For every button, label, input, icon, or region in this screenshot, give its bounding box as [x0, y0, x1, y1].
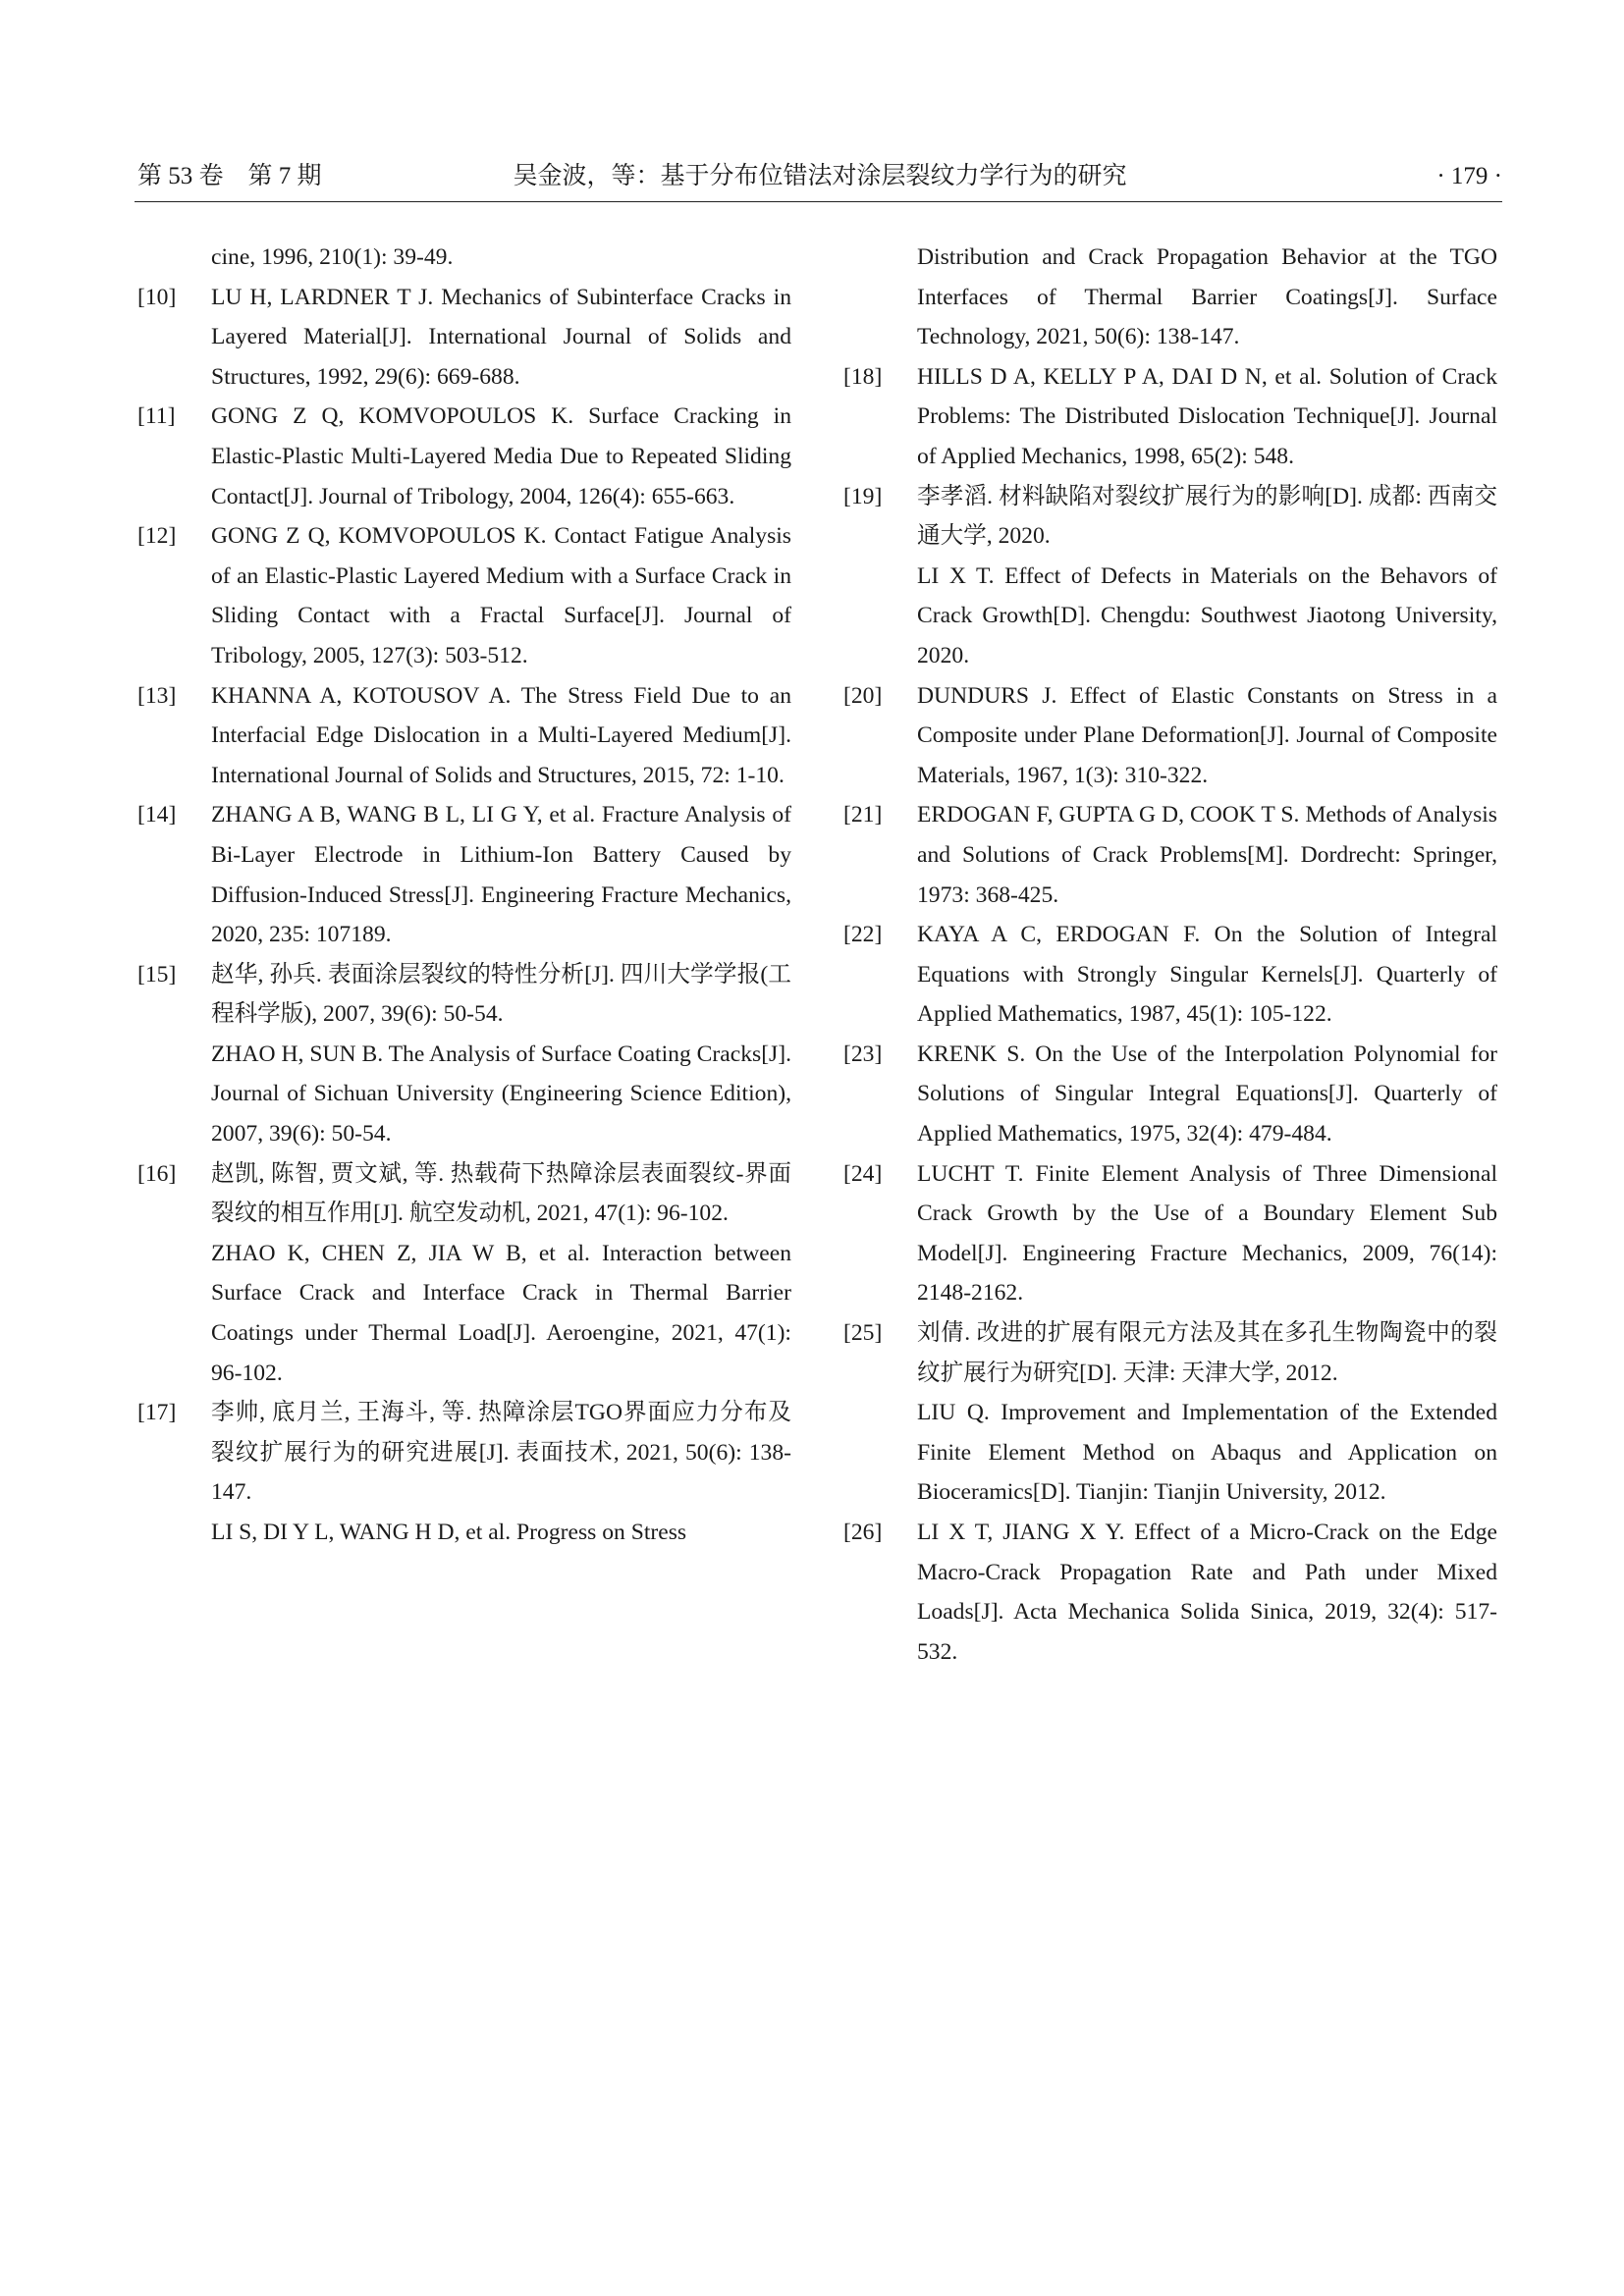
references-right-column	[843, 238, 1497, 1672]
reference-text: cine, 1996, 210(1): 39-49.	[211, 244, 454, 270]
reference-number: [16]	[137, 1160, 177, 1187]
reference-number: [20]	[843, 682, 883, 709]
reference-text: ERDOGAN F, GUPTA G D, COOK T S. Methods of Analysis and Solutions of Crack Problems[M]. Dordrecht: Springer, 1973: 368-425.	[917, 802, 1497, 908]
reference-text: HILLS D A, KELLY P A, DAI D N, et al. Solution of Crack Problems: The Distributed Dislocation Technique[J]. Journal of Applied Mechanics, 1998, 65(2): 548.	[917, 363, 1497, 469]
reference-number: [11]	[137, 403, 176, 430]
reference-continuation	[137, 238, 791, 278]
reference-continuation	[843, 238, 1497, 357]
reference-item	[137, 676, 791, 796]
reference-item	[843, 477, 1497, 676]
reference-text: GONG Z Q, KOMVOPOULOS K. Surface Cracking in Elastic-Plastic Multi-Layered Media Due to Repeated Sliding Contact[J]. Journal of Tribology, 2004, 126(4): 655-663.	[211, 403, 791, 509]
reference-number: [23]	[843, 1041, 883, 1067]
reference-number: [18]	[843, 363, 883, 390]
reference-text: 刘倩. 改进的扩展有限元方法及其在多孔生物陶瓷中的裂纹扩展行为研究[D]. 天津: 天津大学, 2012.	[917, 1320, 1497, 1386]
reference-text: LI X T, JIANG X Y. Effect of a Micro-Crack on the Edge Macro-Crack Propagation Rate and Path under Mixed Loads[J]. Acta Mechanica Solida Sinica, 2019, 32(4): 517-532.	[917, 1520, 1497, 1665]
reference-item	[137, 1154, 791, 1394]
reference-number: [25]	[843, 1320, 883, 1347]
reference-item	[843, 357, 1497, 477]
reference-english-translation: LI S, DI Y L, WANG H D, et al. Progress on Stress	[211, 1520, 687, 1545]
reference-text: 赵凯, 陈智, 贾文斌, 等. 热载荷下热障涂层表面裂纹-界面裂纹的相互作用[J]. 航空发动机, 2021, 47(1): 96-102.	[211, 1160, 791, 1227]
reference-item	[137, 397, 791, 516]
reference-text: 赵华, 孙兵. 表面涂层裂纹的特性分析[J]. 四川大学学报(工程科学版), 2007, 39(6): 50-54.	[211, 961, 791, 1028]
reference-text: LUCHT T. Finite Element Analysis of Three Dimensional Crack Growth by the Use of a Boundary Element Sub Model[J]. Engineering Fracture Mechanics, 2009, 76(14): 2148-2162.	[917, 1160, 1497, 1307]
reference-text: 李孝滔. 材料缺陷对裂纹扩展行为的影响[D]. 成都: 西南交通大学, 2020.	[917, 483, 1497, 550]
reference-number: [19]	[843, 483, 883, 509]
reference-item	[843, 676, 1497, 796]
page-number: · 179 ·	[1436, 163, 1502, 189]
reference-number: [15]	[137, 961, 177, 988]
reference-item	[137, 795, 791, 954]
reference-text: KAYA A C, ERDOGAN F. On the Solution of Integral Equations with Strongly Singular Kernels[J]. Quarterly of Applied Mathematics, 1987, 45(1): 105-122.	[917, 922, 1497, 1028]
reference-text: Distribution and Crack Propagation Behavior at the TGO Interfaces of Thermal Barrier Coatings[J]. Surface Technology, 2021, 50(6): 138-147.	[917, 244, 1497, 350]
reference-item	[843, 915, 1497, 1035]
reference-english-translation: ZHAO K, CHEN Z, JIA W B, et al. Interaction between Surface Crack and Interface Crack in Thermal Barrier Coatings under Thermal Load[J]. Aeroengine, 2021, 47(1): 96-102.	[211, 1240, 791, 1386]
references-left-column	[137, 238, 791, 1553]
reference-english-translation: LI X T. Effect of Defects in Materials on the Behavors of Crack Growth[D]. Chengdu: Southwest Jiaotong University, 2020.	[917, 562, 1497, 668]
header-rule	[135, 201, 1502, 202]
reference-item	[843, 1154, 1497, 1313]
reference-item	[137, 516, 791, 675]
reference-text: KHANNA A, KOTOUSOV A. The Stress Field Due to an Interfacial Edge Dislocation in a Multi-Layered Medium[J]. International Journal of Solids and Structures, 2015, 72: 1-10.	[211, 682, 791, 788]
volume-issue: 第 53 卷 第 7 期	[137, 163, 322, 189]
reference-item	[843, 1513, 1497, 1672]
reference-number: [13]	[137, 682, 177, 709]
reference-number: [17]	[137, 1400, 177, 1426]
reference-item	[137, 955, 791, 1154]
reference-number: [10]	[137, 284, 177, 310]
reference-text: ZHANG A B, WANG B L, LI G Y, et al. Fracture Analysis of Bi-Layer Electrode in Lithium-Ion Battery Caused by Diffusion-Induced Stress[J]. Engineering Fracture Mechanics, 2020, 235: 107189.	[211, 802, 791, 948]
reference-english-translation: LIU Q. Improvement and Implementation of the Extended Finite Element Method on Abaqus and Application on Bioceramics[D]. Tianjin: Tianjin University, 2012.	[917, 1400, 1497, 1506]
running-title: 吴金波，等：基于分布位错法对涂层裂纹力学行为的研究	[513, 163, 1127, 189]
reference-item	[137, 278, 791, 398]
reference-text: GONG Z Q, KOMVOPOULOS K. Contact Fatigue Analysis of an Elastic-Plastic Layered Medium with a Surface Crack in Sliding Contact with a Fractal Surface[J]. Journal of Tribology, 2005, 127(3): 503-512.	[211, 523, 791, 668]
reference-text: KRENK S. On the Use of the Interpolation Polynomial for Solutions of Singular Integral Equations[J]. Quarterly of Applied Mathematics, 1975, 32(4): 479-484.	[917, 1041, 1497, 1148]
reference-number: [24]	[843, 1160, 883, 1187]
reference-number: [14]	[137, 802, 177, 828]
reference-item	[843, 795, 1497, 915]
reference-text: LU H, LARDNER T J. Mechanics of Subinterface Cracks in Layered Material[J]. International Journal of Solids and Structures, 1992, 29(6): 669-688.	[211, 284, 791, 390]
running-header	[137, 157, 1502, 196]
reference-text: DUNDURS J. Effect of Elastic Constants on Stress in a Composite under Plane Deformation[J]. Journal of Composite Materials, 1967, 1(3): 310-322.	[917, 682, 1497, 788]
reference-text: 李帅, 底月兰, 王海斗, 等. 热障涂层TGO界面应力分布及裂纹扩展行为的研究进展[J]. 表面技术, 2021, 50(6): 138-147.	[211, 1400, 791, 1506]
reference-number: [21]	[843, 802, 883, 828]
reference-item	[137, 1393, 791, 1552]
reference-item	[843, 1035, 1497, 1154]
reference-number: [22]	[843, 922, 883, 948]
reference-item	[843, 1313, 1497, 1513]
reference-english-translation: ZHAO H, SUN B. The Analysis of Surface Coating Cracks[J]. Journal of Sichuan University (Engineering Science Edition), 2007, 39(6): 50-54.	[211, 1041, 791, 1148]
reference-number: [12]	[137, 523, 177, 550]
reference-number: [26]	[843, 1520, 883, 1545]
